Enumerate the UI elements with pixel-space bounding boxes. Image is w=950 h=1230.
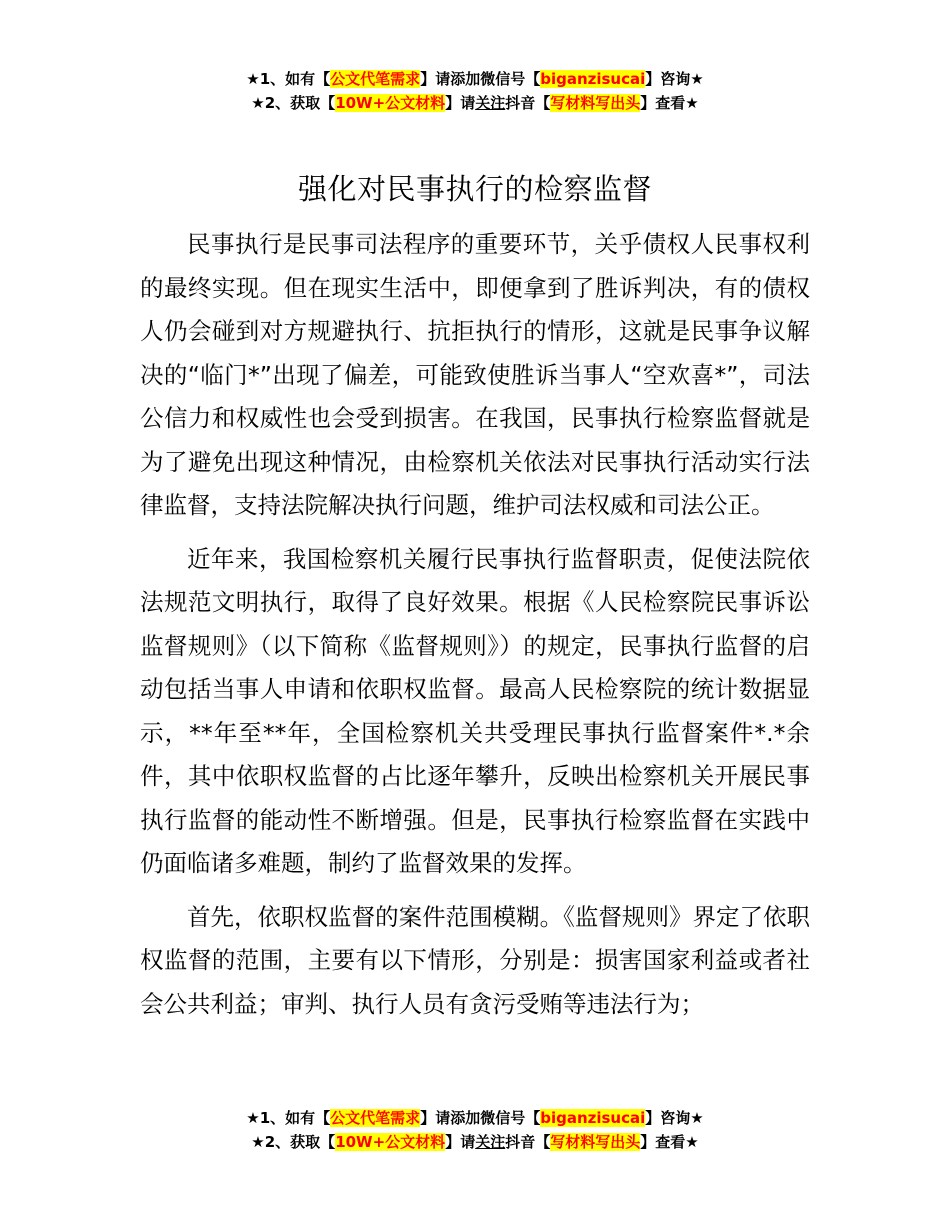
- banner-highlight-ghostwriting: 公文代笔需求: [330, 70, 421, 88]
- banner-line1-post: 】咨询★: [645, 70, 704, 88]
- footer-highlight-ghostwriting: 公文代笔需求: [330, 1109, 421, 1127]
- banner-line2-post: 】查看★: [640, 94, 699, 112]
- footer-underline-follow: 关注: [475, 1133, 506, 1151]
- footer-banner-line-2: [0, 1130, 950, 1154]
- banner-underline-follow: 关注: [475, 94, 506, 112]
- footer-banner: [0, 1106, 950, 1154]
- paragraph-2: 近年来，我国检察机关履行民事执行监督职责，促使法院依法规范文明执行，取得了良好效果。根据《人民检察院民事诉讼监督规则》（以下简称《监督规则》）的规定，民事执行监督的启动包括当事人申请和依职权监督。最高人民检察院的统计数据显示，**年至**年，全国检察机关共受理民事执行监督案件*.*余件，其中依职权监督的占比逐年攀升，反映出检察机关开展民事执行监督的能动性不断增强。但是，民事执行检察监督在实践中仍面临诸多难题，制约了监督效果的发挥。: [140, 544, 810, 877]
- footer-line2-mid2: 抖音【: [505, 1133, 551, 1151]
- footer-line1-mid: 】请添加微信号【: [420, 1109, 541, 1127]
- footer-line1-post: 】咨询★: [645, 1109, 704, 1127]
- header-banner: [0, 67, 950, 115]
- footer-highlight-wechat-id: biganzisucai: [540, 1109, 646, 1127]
- footer-line2-mid1: 】请: [445, 1133, 476, 1151]
- footer-line2-pre: ★2、获取【: [251, 1133, 336, 1151]
- banner-highlight-douyin: 写材料写出头: [550, 94, 641, 112]
- footer-line2-post: 】查看★: [640, 1133, 699, 1151]
- banner-line-1: [0, 67, 950, 91]
- banner-highlight-materials: 10W+公文材料: [335, 94, 446, 112]
- banner-line2-pre: ★2、获取【: [251, 94, 336, 112]
- document-title: 强化对民事执行的检察监督: [297, 172, 652, 206]
- banner-line1-pre: ★1、如有【: [246, 70, 331, 88]
- banner-line2-mid2: 抖音【: [505, 94, 551, 112]
- document-body: [140, 223, 810, 1036]
- footer-line1-pre: ★1、如有【: [246, 1109, 331, 1127]
- banner-highlight-wechat-id: biganzisucai: [540, 70, 646, 88]
- banner-line2-mid1: 】请: [445, 94, 476, 112]
- footer-highlight-materials: 10W+公文材料: [335, 1133, 446, 1151]
- banner-line1-mid: 】请添加微信号【: [420, 70, 541, 88]
- paragraph-1: 民事执行是民事司法程序的重要环节，关乎债权人民事权利的最终实现。但在现实生活中，即便拿到了胜诉判决，有的债权人仍会碰到对方规避执行、抗拒执行的情形，这就是民事争议解决的“临门*”出现了偏差，可能致使胜诉当事人“空欢喜*”，司法公信力和权威性也会受到损害。在我国，民事执行检察监督就是为了避免出现这种情况，由检察机关依法对民事执行活动实行法律监督，支持法院解决执行问题，维护司法权威和司法公正。: [140, 230, 810, 519]
- footer-banner-line-1: [0, 1106, 950, 1130]
- banner-line-2: [0, 91, 950, 115]
- footer-highlight-douyin: 写材料写出头: [550, 1133, 641, 1151]
- paragraph-3: 首先，依职权监督的案件范围模糊。《监督规则》界定了依职权监督的范围，主要有以下情形，分别是：损害国家利益或者社会公共利益；审判、执行人员有贪污受贿等违法行为；: [140, 902, 810, 1018]
